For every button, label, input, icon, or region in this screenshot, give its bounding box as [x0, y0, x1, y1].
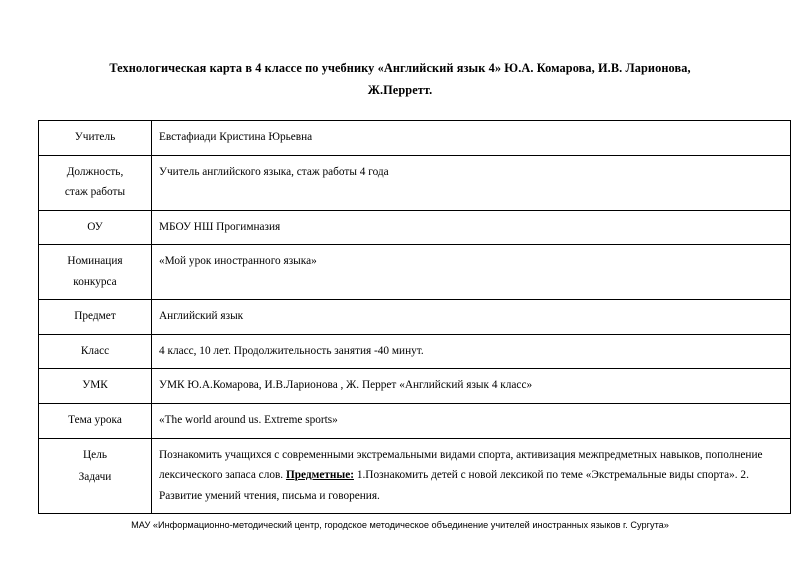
row-label-goal: Цель: [83, 448, 107, 461]
table-row: [39, 121, 791, 156]
table-row: [39, 403, 791, 438]
lesson-info-table: [38, 120, 791, 514]
row-label-teacher: Учитель: [39, 121, 152, 156]
page-title: [38, 0, 762, 101]
row-label-topic: Тема урока: [39, 403, 152, 438]
row-label-tasks: Задачи: [78, 471, 112, 484]
row-value-institution: МБОУ НШ Прогимназия: [152, 210, 791, 245]
table-row: [39, 155, 791, 210]
row-label-umk: УМК: [39, 369, 152, 404]
row-label-goals: [39, 438, 152, 514]
task-line1: 1.Познакомить детей с новой лексикой по теме «Экстремальные виды спорта».: [356, 469, 738, 482]
page-title-line1: Технологическая карта в 4 классе по учебнику «Английский язык 4» Ю.А. Комарова, И.В. Ларионова,: [109, 61, 691, 75]
row-label-position: [39, 155, 152, 210]
row-value-position: Учитель английского языка, стаж работы 4 года: [152, 155, 791, 210]
row-value-subject: Английский язык: [152, 300, 791, 335]
row-label-nomination: [39, 245, 152, 300]
task-line2: 2. Развитие умений чтения, письма и говорения.: [159, 469, 749, 502]
row-label-institution: ОУ: [39, 210, 152, 245]
goal-line2: навыков, пополнение лексического запаса слов.: [159, 448, 763, 482]
row-label-position-line1: Должность,: [66, 165, 124, 178]
row-value-nomination: «Мой урок иностранного языка»: [152, 245, 791, 300]
row-value-topic: «The world around us. Extreme sports»: [152, 403, 791, 438]
goal-line1: Познакомить учащихся с современными экстремальными видами спорта, активизация межпредметных: [159, 448, 658, 461]
row-label-subject: Предмет: [39, 300, 152, 335]
table-row: [39, 334, 791, 369]
row-value-grade: 4 класс, 10 лет. Продолжительность занятия -40 минут.: [152, 334, 791, 369]
row-value-umk: УМК Ю.А.Комарова, И.В.Ларионова , Ж. Перрет «Английский язык 4 класс»: [152, 369, 791, 404]
tasks-heading: Предметные:: [285, 469, 354, 482]
row-value-teacher: Евстафиади Кристина Юрьевна: [152, 121, 791, 156]
table-row: [39, 245, 791, 300]
table-row: [39, 210, 791, 245]
row-value-goals: [152, 438, 791, 514]
table-row: [39, 369, 791, 404]
row-label-position-line2: стаж работы: [64, 186, 126, 199]
row-label-nomination-line2: конкурса: [73, 275, 117, 288]
page-title-line2: Ж.Перретт.: [367, 82, 433, 97]
row-label-grade: Класс: [39, 334, 152, 369]
page-footer: МАУ «Информационно-методический центр, городское методическое объединение учителей иностранных языков г. Сургута»: [131, 520, 669, 530]
table-row: [39, 438, 791, 514]
table-row: [39, 300, 791, 335]
row-label-nomination-line1: Номинация: [67, 255, 123, 268]
